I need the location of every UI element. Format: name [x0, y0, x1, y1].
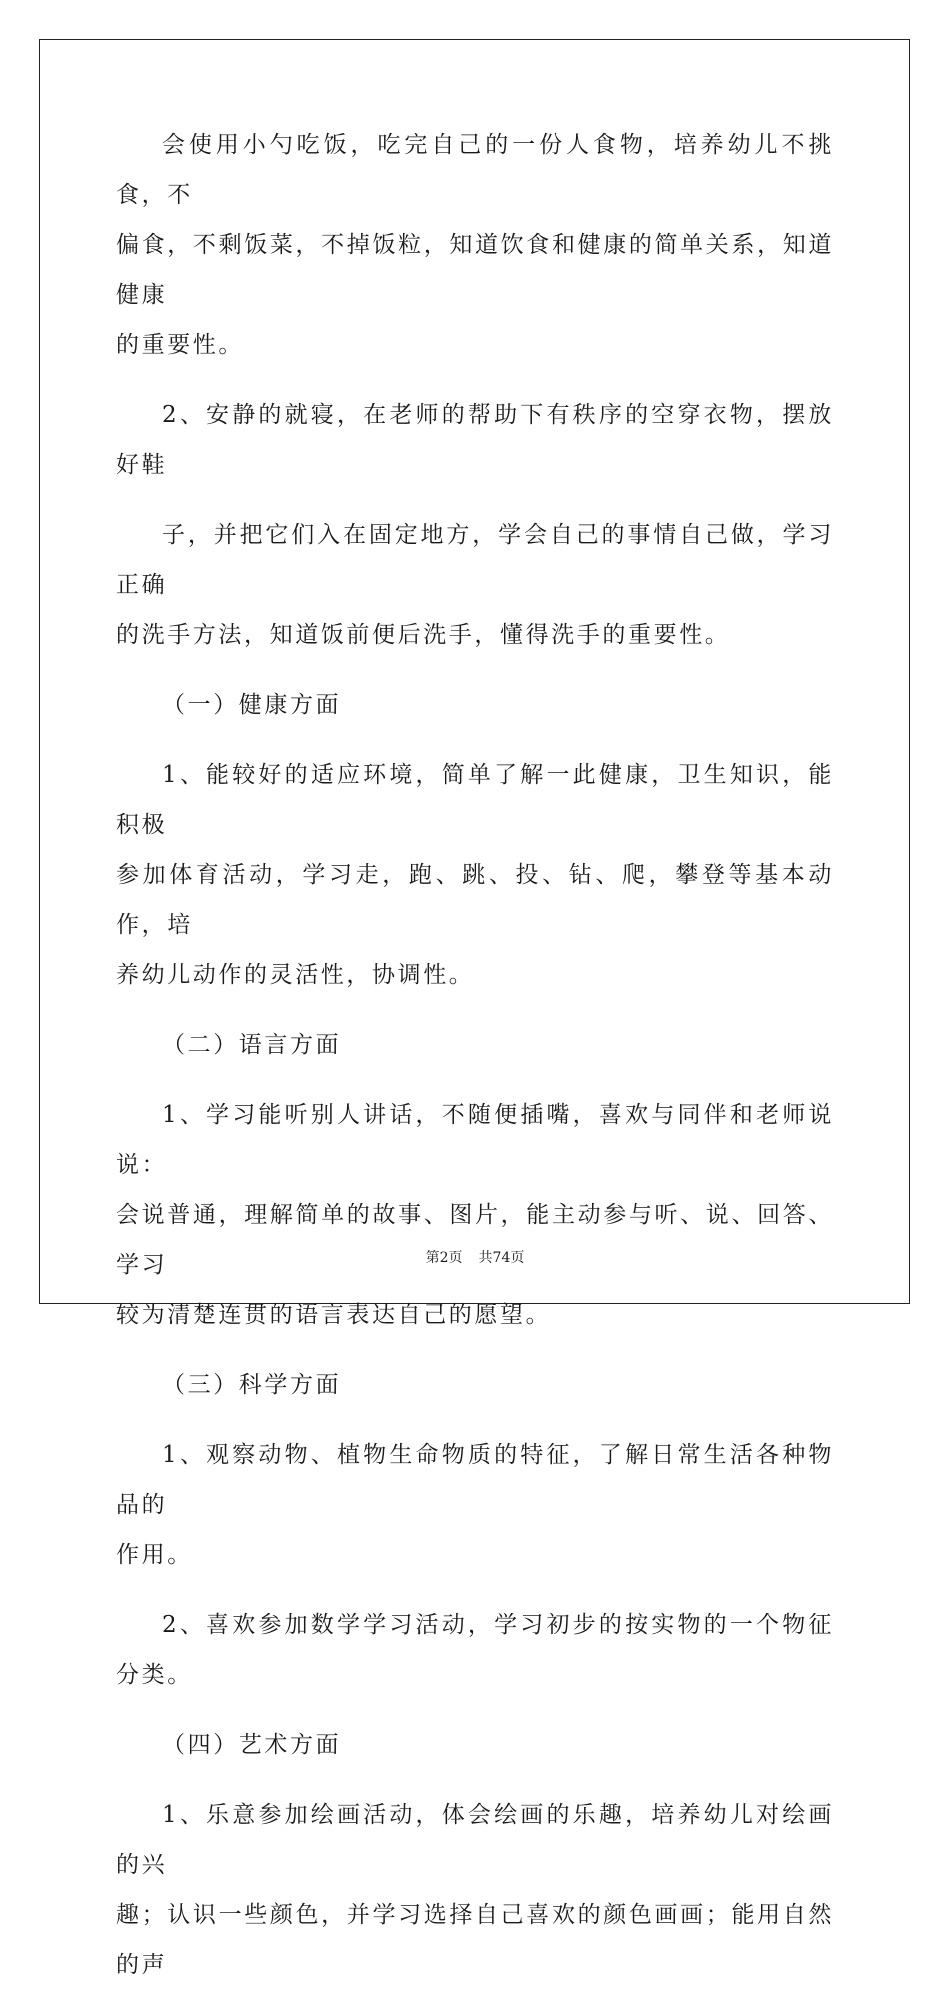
- text-line: 作用。: [116, 1542, 193, 1568]
- text-line: 趣；认识一些颜色，并学习选择自己喜欢的颜色画画；能用自然的声: [116, 1902, 834, 1978]
- section-heading: （二）语言方面: [162, 1032, 342, 1058]
- text-line: 会使用小勺吃饭，吃完自己的一份人食物，培养幼儿不挑食，不: [116, 132, 834, 208]
- text-line: 1、观察动物、植物生命物质的特征，了解日常生活各种物品的: [116, 1442, 834, 1518]
- text-line: 1、乐意参加绘画活动，体会绘画的乐趣，培养幼儿对绘画的兴: [116, 1802, 834, 1878]
- text-line: 子，并把它们入在固定地方，学会自己的事情自己做，学习正确: [116, 522, 834, 598]
- total-pages: 共74页: [478, 1250, 525, 1266]
- paragraph: [116, 510, 834, 660]
- text-line: 2、喜欢参加数学学习活动，学习初步的按实物的一个物征分类。: [116, 1612, 834, 1688]
- paragraph: [116, 750, 834, 1000]
- paragraph: [116, 390, 834, 490]
- text-line: 较为清楚连贯的语言表达自己的愿望。: [116, 1302, 552, 1328]
- section-heading: （三）科学方面: [162, 1372, 342, 1398]
- page-footer: [0, 1247, 950, 1267]
- text-line: 的重要性。: [116, 332, 244, 358]
- section-heading: （四）艺术方面: [162, 1732, 342, 1758]
- text-line: 会说普通，理解简单的故事、图片，能主动参与听、说、回答、学习: [116, 1202, 834, 1278]
- text-line: 偏食，不剩饭菜，不掉饭粒，知道饮食和健康的简单关系，知道健康: [116, 232, 834, 308]
- paragraph: [116, 1600, 834, 1700]
- paragraph: [116, 1790, 834, 1990]
- paragraph: [116, 120, 834, 370]
- document-body: [116, 120, 834, 2010]
- page-number: 第2页: [425, 1250, 463, 1266]
- text-line: 的洗手方法，知道饭前便后洗手，懂得洗手的重要性。: [116, 622, 731, 648]
- text-line: 参加体育活动，学习走，跑、跳、投、钻、爬，攀登等基本动作，培: [116, 862, 834, 938]
- paragraph: [116, 1090, 834, 1340]
- text-line: 1、能较好的适应环境，简单了解一此健康，卫生知识，能积极: [116, 762, 834, 838]
- section-heading: （一）健康方面: [162, 692, 342, 718]
- paragraph: [116, 1430, 834, 1580]
- text-line: 养幼儿动作的灵活性，协调性。: [116, 962, 475, 988]
- text-line: 1、学习能听别人讲话，不随便插嘴，喜欢与同伴和老师说说：: [116, 1102, 834, 1178]
- text-line: 2、安静的就寝，在老师的帮助下有秩序的空穿衣物，摆放好鞋: [116, 402, 834, 478]
